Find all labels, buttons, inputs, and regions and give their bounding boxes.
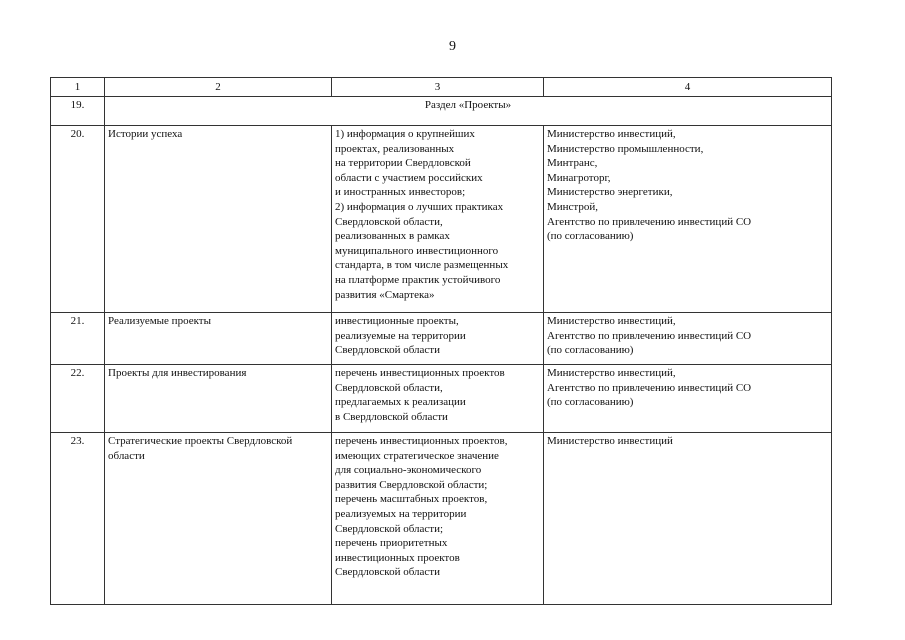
section-title: Раздел «Проекты» <box>105 97 832 126</box>
row-responsible <box>544 313 832 365</box>
cell-text-line: 2) информация о лучших практиках <box>335 200 504 213</box>
table-row <box>51 433 832 605</box>
row-number: 21. <box>51 313 105 365</box>
cell-text-line: области с участием российских <box>335 171 483 184</box>
row-name: Истории успеха <box>105 126 332 313</box>
column-header-1: 1 <box>51 78 105 97</box>
row-name: Проекты для инвестирования <box>105 365 332 433</box>
cell-text-line: Министерство инвестиций, <box>547 315 676 327</box>
row-name: Стратегические проекты Свердловской области <box>105 433 332 605</box>
row-responsible <box>544 433 832 605</box>
cell-text-line: реализуемые на территории <box>335 329 466 342</box>
row-number: 20. <box>51 126 105 313</box>
column-header-4: 4 <box>544 78 832 97</box>
row-number: 19. <box>51 97 105 126</box>
cell-text-line: (по согласованию) <box>547 344 634 357</box>
cell-text-line: и иностранных инвесторов; <box>335 186 466 199</box>
cell-text-line: для социально-экономического <box>335 464 482 477</box>
section-row <box>51 97 832 126</box>
table-row <box>51 313 832 365</box>
row-content <box>332 313 544 365</box>
cell-text-line: Свердловской области, <box>335 215 443 228</box>
cell-text-line: имеющих стратегическое значение <box>335 449 499 462</box>
cell-text-line: развития «Смартека» <box>335 288 435 301</box>
table-row <box>51 126 832 313</box>
cell-text-line: на территории Свердловской <box>335 157 471 170</box>
cell-text-line: реализуемых на территории <box>335 507 467 520</box>
cell-text-line: перечень инвестиционных проектов <box>335 367 505 379</box>
row-content <box>332 433 544 605</box>
cell-text-line: Министерство инвестиций <box>547 435 673 447</box>
row-name: Реализуемые проекты <box>105 313 332 365</box>
cell-text-line: предлагаемых к реализации <box>335 396 466 409</box>
column-header-3: 3 <box>332 78 544 97</box>
row-number: 22. <box>51 365 105 433</box>
cell-text-line: стандарта, в том числе размещенных <box>335 259 509 272</box>
page-number: 9 <box>449 39 456 54</box>
cell-text-line: (по согласованию) <box>547 396 634 409</box>
cell-text-line: Минагроторг, <box>547 171 611 184</box>
row-responsible <box>544 126 832 313</box>
cell-text-line: Минтранс, <box>547 157 598 170</box>
cell-text-line: развития Свердловской области; <box>335 478 488 491</box>
cell-text-line: Свердловской области <box>335 566 440 579</box>
cell-text-line: Министерство промышленности, <box>547 142 704 155</box>
cell-text-line: Свердловской области; <box>335 522 444 535</box>
document-table <box>50 77 832 605</box>
cell-text-line: инвестиционных проектов <box>335 551 460 564</box>
cell-text-line: перечень масштабных проектов, <box>335 493 488 506</box>
table-row <box>51 365 832 433</box>
row-content <box>332 365 544 433</box>
cell-text-line: на платформе практик устойчивого <box>335 273 501 286</box>
cell-text-line: реализованных в рамках <box>335 230 450 243</box>
cell-text-line: Министерство энергетики, <box>547 186 673 199</box>
cell-text-line: 1) информация о крупнейших <box>335 128 475 140</box>
cell-text-line: муниципального инвестиционного <box>335 244 499 257</box>
cell-text-line: Агентство по привлечению инвестиций СО <box>547 381 752 394</box>
cell-text-line: в Свердловской области <box>335 410 448 423</box>
row-number: 23. <box>51 433 105 605</box>
cell-text-line: Агентство по привлечению инвестиций СО <box>547 215 752 228</box>
cell-text-line: Министерство инвестиций, <box>547 128 676 140</box>
cell-text-line: перечень инвестиционных проектов, <box>335 435 508 447</box>
cell-text-line: Агентство по привлечению инвестиций СО <box>547 329 752 342</box>
column-header-2: 2 <box>105 78 332 97</box>
header-row <box>51 78 832 97</box>
cell-text-line: перечень приоритетных <box>335 537 448 550</box>
cell-text-line: проектах, реализованных <box>335 142 455 155</box>
cell-text-line: (по согласованию) <box>547 230 634 243</box>
cell-text-line: Минстрой, <box>547 200 599 213</box>
cell-text-line: Министерство инвестиций, <box>547 367 676 379</box>
row-content <box>332 126 544 313</box>
row-responsible <box>544 365 832 433</box>
cell-text-line: Свердловской области, <box>335 381 443 394</box>
cell-text-line: инвестиционные проекты, <box>335 315 459 327</box>
cell-text-line: Свердловской области <box>335 344 440 357</box>
